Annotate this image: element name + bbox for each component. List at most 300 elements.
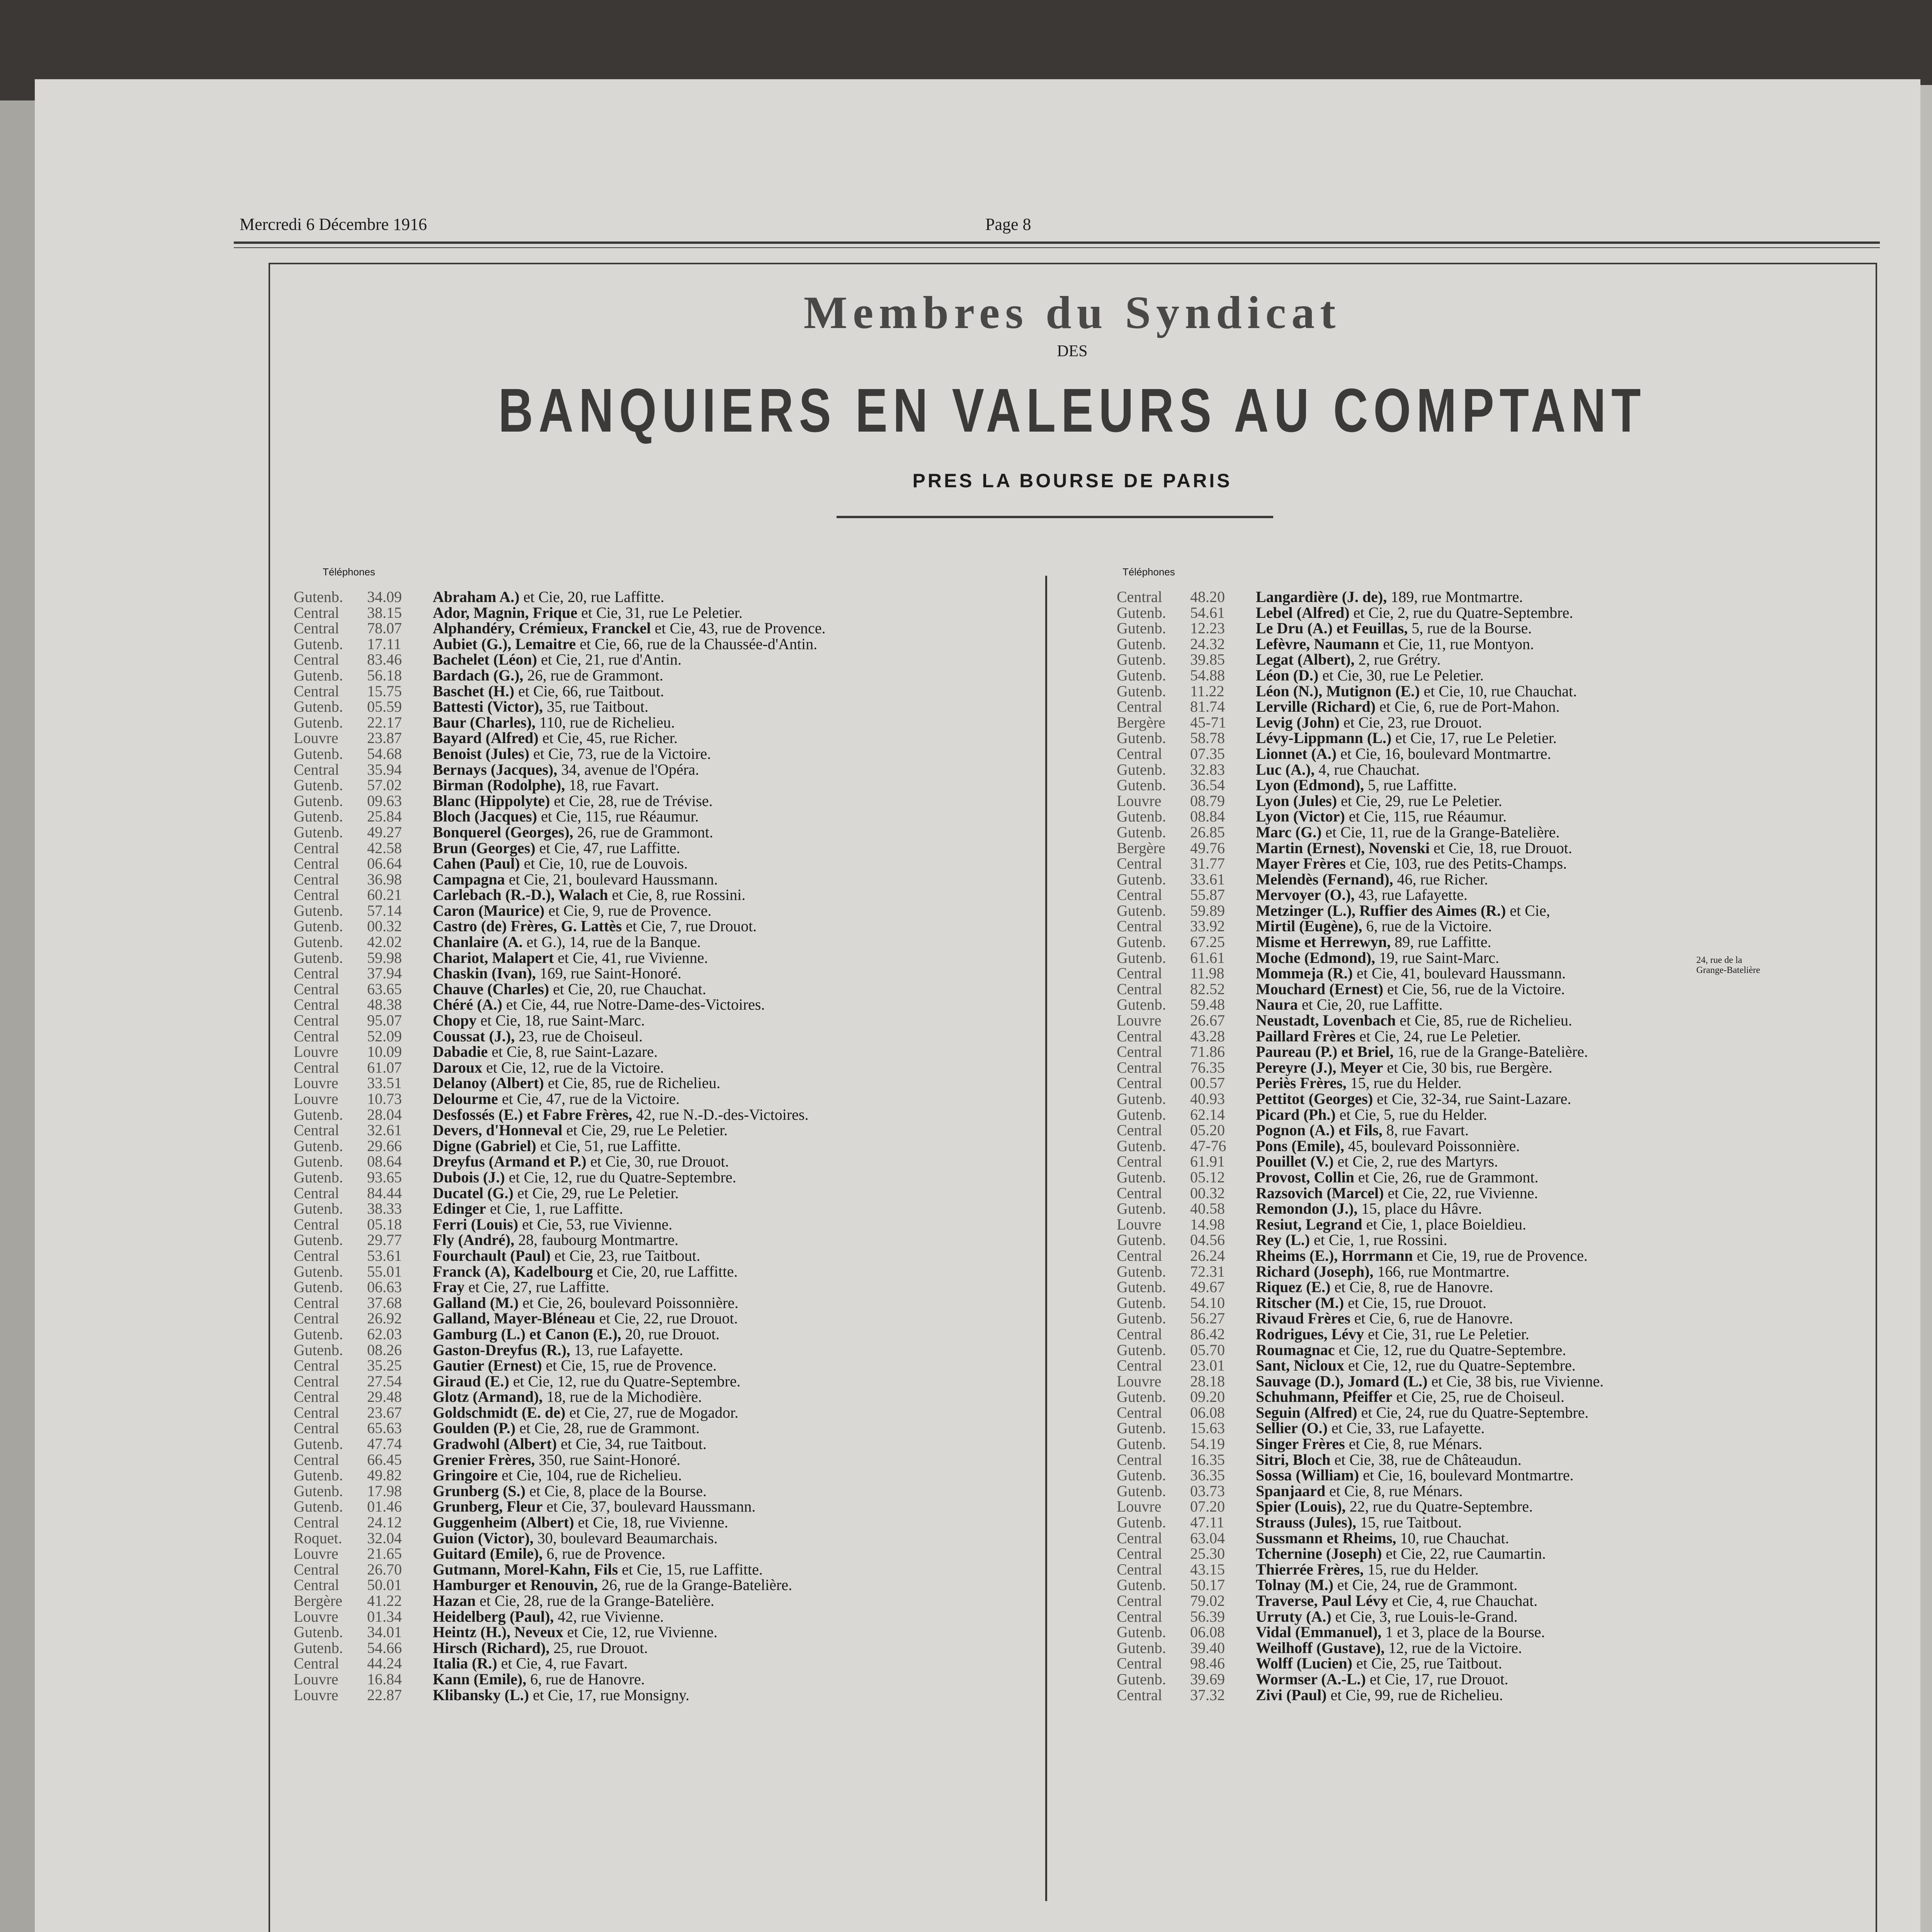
member-entry — [294, 793, 1036, 809]
phone-exchange: Gutenb. — [294, 1200, 343, 1218]
phone-number: 07.35 — [1190, 745, 1225, 762]
phone-exchange: Gutenb. — [294, 1262, 343, 1280]
phone-number: 06.08 — [1190, 1403, 1225, 1421]
member-name: Delanoy (Albert) — [433, 1074, 544, 1092]
member-address: 18, rue Favart. — [569, 776, 659, 794]
member-entry — [294, 1656, 1036, 1672]
phone-exchange: Central — [294, 1451, 339, 1468]
phone-exchange: Gutenb. — [294, 1435, 343, 1453]
member-name: Ferri (Louis) — [433, 1215, 519, 1233]
member-name: Hamburger et Renouvin, — [433, 1576, 598, 1594]
member-entry — [294, 1515, 1036, 1531]
member-address: et Cie, 29, rue Le Peletier. — [566, 1121, 728, 1139]
member-address: et Cie, 20, rue Laffitte. — [597, 1262, 738, 1280]
phone-number: 33.92 — [1190, 917, 1225, 935]
phone-exchange: Central — [294, 855, 339, 872]
member-entry — [1117, 1185, 1870, 1201]
member-name: Grunberg, Fleur — [433, 1498, 543, 1515]
member-address: et Cie, 9, rue de Provence. — [548, 901, 712, 919]
phone-number: 50.17 — [1190, 1576, 1225, 1594]
member-address: et Cie, 115, rue Réaumur. — [1349, 808, 1507, 825]
member-entry — [294, 746, 1036, 762]
member-address: et Cie, 3, rue Louis-le-Grand. — [1335, 1607, 1518, 1625]
member-address: 22, rue du Quatre-Septembre. — [1349, 1498, 1533, 1515]
member-entry — [294, 1483, 1036, 1499]
member-address: et Cie, 53, rue Vivienne. — [522, 1215, 673, 1233]
phone-number: 29.66 — [367, 1137, 402, 1155]
member-address: et Cie, 12, rue de la Victoire. — [486, 1058, 664, 1076]
phone-number: 61.91 — [1190, 1153, 1225, 1170]
member-entry — [294, 652, 1036, 668]
member-entry — [294, 887, 1036, 903]
member-entry — [1117, 1593, 1870, 1609]
issue-date: Mercredi 6 Décembre 1916 — [240, 215, 427, 234]
phone-exchange: Central — [294, 886, 339, 904]
left-column-header: Téléphones — [323, 566, 375, 578]
phone-exchange: Gutenb. — [294, 1623, 343, 1641]
member-address: et Cie, 99, rue de Richelieu. — [1330, 1686, 1503, 1704]
member-entry — [1117, 934, 1870, 950]
member-entry — [294, 950, 1036, 966]
phone-exchange: Gutenb. — [1117, 823, 1166, 841]
phone-exchange: Central — [294, 760, 339, 778]
member-address: 169, rue Saint-Honoré. — [539, 964, 682, 982]
phone-number: 56.18 — [367, 666, 402, 684]
member-address: et Cie, 25, rue Taitbout. — [1356, 1655, 1502, 1672]
member-name: Strauss (Jules), — [1256, 1514, 1357, 1531]
member-address: et Cie, 8, rue Ménars. — [1329, 1482, 1463, 1500]
member-name: Remondon (J.), — [1256, 1200, 1358, 1218]
phone-exchange: Gutenb. — [294, 1278, 343, 1296]
phone-exchange: Central — [1117, 1074, 1162, 1092]
member-address: et Cie, 41, rue Vivienne. — [558, 949, 708, 966]
member-entry — [294, 1436, 1036, 1452]
member-name: Goulden (P.) — [433, 1419, 516, 1437]
phone-exchange: Central — [1117, 1655, 1162, 1672]
member-address: et Cie, 37, boulevard Haussmann. — [546, 1498, 756, 1515]
phone-exchange: Central — [1117, 1058, 1162, 1076]
member-name: Roumagnac — [1256, 1341, 1335, 1359]
member-address: et Cie, 30, rue Le Peletier. — [1322, 666, 1484, 684]
member-name: Wormser (A.-L.) — [1256, 1670, 1366, 1688]
member-entry — [294, 1060, 1036, 1076]
phone-exchange: Central — [294, 619, 339, 637]
phone-exchange: Gutenb. — [1117, 635, 1166, 653]
member-name: Campagna — [433, 870, 505, 888]
member-entry — [294, 668, 1036, 684]
member-name: Weilhoff (Gustave), — [1256, 1639, 1385, 1656]
phone-exchange: Central — [294, 1058, 339, 1076]
member-name: Vidal (Emmanuel), — [1256, 1623, 1382, 1641]
member-name: Wolff (Lucien) — [1256, 1655, 1352, 1672]
phone-exchange: Louvre — [294, 1607, 338, 1625]
phone-number: 15.75 — [367, 682, 402, 700]
phone-exchange: Gutenb. — [1117, 901, 1166, 919]
phone-number: 01.34 — [367, 1607, 402, 1625]
member-address: et Cie, 2, rue des Martyrs. — [1337, 1153, 1498, 1170]
phone-number: 17.98 — [367, 1482, 402, 1500]
phone-number: 08.84 — [1190, 808, 1225, 825]
member-entry — [1117, 746, 1870, 762]
running-header — [240, 214, 1855, 238]
member-address: 42, rue N.-D.-des-Victoires. — [636, 1105, 809, 1123]
member-entry — [294, 918, 1036, 934]
phone-number: 55.01 — [367, 1262, 402, 1280]
phone-exchange: Central — [1117, 964, 1162, 982]
phone-exchange: Central — [294, 1576, 339, 1594]
member-address: et Cie, 6, rue de Hanovre. — [1354, 1310, 1513, 1327]
phone-exchange: Central — [294, 1215, 339, 1233]
member-name: Pettitot (Georges) — [1256, 1090, 1373, 1107]
phone-exchange: Gutenb. — [1117, 1105, 1166, 1123]
member-address: 18, rue de la Michodière. — [546, 1388, 702, 1406]
member-entry — [294, 699, 1036, 715]
member-address: et Cie, 28, rue de Grammont. — [519, 1419, 700, 1437]
member-name: Baur (Charles), — [433, 713, 536, 731]
phone-exchange: Gutenb. — [1117, 870, 1166, 888]
phone-number: 54.19 — [1190, 1435, 1225, 1453]
phone-number: 12.23 — [1190, 619, 1225, 637]
member-address: et Cie, 30, rue Drouot. — [590, 1153, 729, 1170]
member-name: Rivaud Frères — [1256, 1310, 1350, 1327]
member-address: 30, boulevard Beaumarchais. — [537, 1529, 718, 1547]
member-address: et Cie, 25, rue de Choiseul. — [1396, 1388, 1565, 1406]
member-address: et Cie, 12, rue du Quatre-Septembre. — [509, 1168, 736, 1186]
phone-number: 67.25 — [1190, 933, 1225, 951]
phone-number: 55.87 — [1190, 886, 1225, 904]
member-entry — [1117, 1640, 1870, 1656]
member-name: Hirsch (Richard), — [433, 1639, 550, 1656]
member-entry — [294, 1217, 1036, 1233]
member-name: Devers, d'Honneval — [433, 1121, 563, 1139]
member-name: Blanc (Hippolyte) — [433, 792, 550, 810]
member-entry — [294, 981, 1036, 997]
member-address: et Cie, 29, rue Le Peletier. — [1341, 792, 1502, 810]
member-entry — [1117, 825, 1870, 840]
member-name: Zivi (Paul) — [1256, 1686, 1327, 1704]
member-entry — [1117, 1358, 1870, 1374]
phone-number: 08.64 — [367, 1153, 402, 1170]
phone-number: 48.20 — [1190, 588, 1225, 605]
member-entry — [294, 1029, 1036, 1044]
member-name: Lyon (Jules) — [1256, 792, 1337, 810]
phone-number: 54.66 — [367, 1639, 402, 1656]
member-name: Edinger — [433, 1200, 486, 1218]
phone-exchange: Central — [294, 1372, 339, 1390]
member-address: et Cie, 12, rue du Quatre-Septembre. — [513, 1372, 741, 1390]
member-name: Tolnay (M.) — [1256, 1576, 1333, 1594]
side-note-address: 24, rue de la Grange-Batelière — [1696, 955, 1760, 975]
phone-exchange: Central — [294, 964, 339, 982]
phone-exchange: Gutenb. — [1117, 1670, 1166, 1688]
phone-exchange: Central — [1117, 1451, 1162, 1468]
member-name: Chauve (Charles) — [433, 980, 549, 998]
phone-exchange: Central — [294, 1012, 339, 1029]
member-name: Misme et Herrewyn, — [1256, 933, 1391, 951]
member-address: et Cie, 7, rue Drouot. — [626, 917, 757, 935]
member-address: 25, rue Drouot. — [553, 1639, 648, 1656]
phone-number: 16.84 — [367, 1670, 402, 1688]
phone-number: 05.18 — [367, 1215, 402, 1233]
phone-number: 05.12 — [1190, 1168, 1225, 1186]
phone-number: 63.65 — [367, 980, 402, 998]
adjacent-page-left — [0, 100, 35, 1932]
member-address: et Cie, 12, rue Vivienne. — [567, 1623, 718, 1641]
title-ornament — [837, 516, 1273, 518]
member-entry — [294, 1546, 1036, 1562]
member-entry — [294, 777, 1036, 793]
member-name: Richard (Joseph), — [1256, 1262, 1374, 1280]
member-entry — [294, 1672, 1036, 1687]
phone-number: 47.11 — [1190, 1514, 1225, 1531]
member-entry — [294, 1593, 1036, 1609]
member-name: Italia (R.) — [433, 1655, 497, 1672]
member-address: 42, rue Vivienne. — [558, 1607, 664, 1625]
member-entry — [1117, 1295, 1870, 1311]
member-name: Melendès (Fernand), — [1256, 870, 1393, 888]
member-entry — [1117, 1452, 1870, 1468]
member-name: Bardach (G.), — [433, 666, 524, 684]
phone-exchange: Bergère — [1117, 713, 1165, 731]
member-name: Razsovich (Marcel) — [1256, 1184, 1384, 1202]
member-name: Coussat (J.), — [433, 1027, 515, 1045]
member-name: Hazan — [433, 1592, 476, 1609]
member-name: Pognon (A.) et Fils, — [1256, 1121, 1383, 1139]
member-entry — [1117, 1232, 1870, 1248]
phone-exchange: Gutenb. — [1117, 949, 1166, 966]
phone-exchange: Gutenb. — [294, 1639, 343, 1656]
phone-exchange: Central — [1117, 1529, 1162, 1547]
title-des: DES — [1057, 342, 1088, 360]
member-address: et Cie, 43, rue de Provence. — [655, 619, 826, 637]
phone-exchange: Central — [294, 1247, 339, 1264]
member-name: Levig (John) — [1256, 713, 1340, 731]
member-address: 6, rue de la Victoire. — [1366, 917, 1492, 935]
phone-number: 76.35 — [1190, 1058, 1225, 1076]
phone-exchange: Central — [1117, 980, 1162, 998]
phone-exchange: Central — [294, 1655, 339, 1672]
phone-number: 36.54 — [1190, 776, 1225, 794]
phone-exchange: Gutenb. — [1117, 729, 1166, 747]
member-entry — [1117, 605, 1870, 621]
member-entry — [1117, 1044, 1870, 1060]
member-entry — [1117, 997, 1870, 1013]
member-name: Benoist (Jules) — [433, 745, 529, 762]
member-entry — [1117, 1264, 1870, 1280]
phone-number: 32.83 — [1190, 760, 1225, 778]
member-address: 1 et 3, place de la Bourse. — [1385, 1623, 1545, 1641]
member-entry — [294, 715, 1036, 731]
phone-number: 37.68 — [367, 1294, 402, 1311]
phone-number: 17.11 — [367, 635, 401, 653]
member-entry — [294, 1562, 1036, 1578]
member-name: Picard (Ph.) — [1256, 1105, 1336, 1123]
member-address: et G.), 14, rue de la Banque. — [526, 933, 701, 951]
member-address: et Cie, 26, rue de Grammont. — [1358, 1168, 1539, 1186]
member-entry — [1117, 1138, 1870, 1154]
member-name: Chariot, Malapert — [433, 949, 554, 966]
member-name: Marc (G.) — [1256, 823, 1322, 841]
phone-number: 83.46 — [367, 651, 402, 668]
phone-exchange: Gutenb. — [294, 792, 343, 810]
member-entry — [1117, 1405, 1870, 1421]
phone-number: 49.27 — [367, 823, 402, 841]
member-entry — [294, 605, 1036, 621]
member-name: Digne (Gabriel) — [433, 1137, 536, 1155]
member-address: et Cie, — [1510, 901, 1550, 919]
member-entry — [294, 1342, 1036, 1358]
phone-exchange: Louvre — [294, 1043, 338, 1061]
phone-number: 72.31 — [1190, 1262, 1225, 1280]
member-name: Gaston-Dreyfus (R.), — [433, 1341, 570, 1359]
phone-number: 28.04 — [367, 1105, 402, 1123]
member-entry — [294, 1374, 1036, 1389]
member-address: et Cie, 1, rue Rossini. — [1313, 1231, 1447, 1249]
member-address: 20, rue Drouot. — [625, 1325, 720, 1343]
member-entry — [294, 1279, 1036, 1295]
phone-exchange: Gutenb. — [294, 1168, 343, 1186]
member-address: 28, faubourg Montmartre. — [518, 1231, 679, 1249]
member-name: Gautier (Ernest) — [433, 1357, 542, 1374]
member-name: Provost, Collin — [1256, 1168, 1354, 1186]
phone-exchange: Central — [1117, 917, 1162, 935]
member-name: Birman (Rodolphe), — [433, 776, 565, 794]
member-address: et Cie, 17, rue Monsigny. — [532, 1686, 690, 1704]
member-address: et Cie, 11, rue de la Grange-Batelière. — [1325, 823, 1560, 841]
member-name: Alphandéry, Crémieux, Franckel — [433, 619, 651, 637]
member-entry — [1117, 668, 1870, 684]
phone-exchange: Gutenb. — [1117, 1388, 1166, 1406]
member-name: Grunberg (S.) — [433, 1482, 526, 1500]
phone-number: 23.67 — [367, 1403, 402, 1421]
member-address: et Cie, 41, boulevard Haussmann. — [1357, 964, 1566, 982]
member-entry — [294, 1013, 1036, 1029]
phone-exchange: Central — [1117, 1607, 1162, 1625]
phone-exchange: Gutenb. — [294, 949, 343, 966]
phone-exchange: Gutenb. — [1117, 682, 1166, 700]
phone-number: 60.21 — [367, 886, 402, 904]
phone-number: 78.07 — [367, 619, 402, 637]
phone-number: 79.02 — [1190, 1592, 1225, 1609]
phone-number: 14.98 — [1190, 1215, 1225, 1233]
phone-exchange: Gutenb. — [1117, 1231, 1166, 1249]
phone-number: 86.42 — [1190, 1325, 1225, 1343]
phone-number: 42.02 — [367, 933, 402, 951]
member-entry — [294, 1170, 1036, 1185]
member-name: Galland (M.) — [433, 1294, 519, 1311]
phone-number: 07.20 — [1190, 1498, 1225, 1515]
phone-number: 25.84 — [367, 808, 402, 825]
member-address: 189, rue Montmartre. — [1391, 588, 1523, 605]
phone-exchange: Gutenb. — [1117, 808, 1166, 825]
phone-exchange: Central — [294, 1310, 339, 1327]
phone-exchange: Gutenb. — [294, 1466, 343, 1484]
phone-exchange: Gutenb. — [1117, 651, 1166, 668]
member-name: Seguin (Alfred) — [1256, 1403, 1357, 1421]
phone-exchange: Central — [1117, 698, 1162, 716]
member-name: Ador, Magnin, Frique — [433, 604, 578, 621]
phone-exchange: Gutenb. — [294, 808, 343, 825]
member-address: et Cie, 24, rue de Grammont. — [1337, 1576, 1518, 1594]
phone-exchange: Central — [294, 1184, 339, 1202]
member-address: et Cie, 27, rue Laffitte. — [468, 1278, 609, 1296]
phone-number: 42.58 — [367, 839, 402, 857]
member-name: Pons (Emile), — [1256, 1137, 1344, 1155]
member-entry — [1117, 903, 1870, 919]
phone-number: 32.61 — [367, 1121, 402, 1139]
member-name: Giraud (E.) — [433, 1372, 509, 1390]
phone-exchange: Bergère — [1117, 839, 1165, 857]
member-address: et Cie, 15, rue Drouot. — [1348, 1294, 1486, 1311]
member-address: et Cie, 29, rue Le Peletier. — [517, 1184, 679, 1202]
member-address: 4, rue Chauchat. — [1318, 760, 1420, 778]
member-address: et Cie, 6, rue de Port-Mahon. — [1379, 698, 1560, 716]
member-address: et Cie, 5, rue du Helder. — [1339, 1105, 1487, 1123]
phone-number: 08.26 — [367, 1341, 402, 1359]
member-name: Gamburg (L.) et Canon (E.), — [433, 1325, 621, 1343]
phone-exchange: Gutenb. — [1117, 1623, 1166, 1641]
member-entry — [294, 1468, 1036, 1483]
phone-exchange: Gutenb. — [294, 1341, 343, 1359]
phone-exchange: Gutenb. — [294, 1482, 343, 1500]
member-entry — [1117, 1562, 1870, 1578]
phone-number: 22.87 — [367, 1686, 402, 1704]
member-name: Mouchard (Ernest) — [1256, 980, 1383, 998]
member-address: et Cie, 18, rue Drouot. — [1433, 839, 1572, 857]
member-name: Cahen (Paul) — [433, 855, 520, 872]
member-entry — [1117, 1687, 1870, 1703]
member-entry — [1117, 1577, 1870, 1593]
member-address: 6, rue de Provence. — [546, 1545, 666, 1563]
member-name: Bernays (Jacques), — [433, 760, 558, 778]
member-name: Mayer Frères — [1256, 855, 1346, 872]
member-address: 110, rue de Richelieu. — [539, 713, 675, 731]
phone-number: 26.85 — [1190, 823, 1225, 841]
phone-number: 52.09 — [367, 1027, 402, 1045]
member-entry — [1117, 856, 1870, 872]
phone-number: 05.20 — [1190, 1121, 1225, 1139]
member-name: Periès Frères, — [1256, 1074, 1347, 1092]
member-address: et Cie, 34, rue Taitbout. — [561, 1435, 707, 1453]
phone-number: 08.79 — [1190, 792, 1225, 810]
phone-exchange: Bergère — [294, 1592, 342, 1609]
member-address: et Cie, 10, rue de Louvois. — [524, 855, 688, 872]
member-entry — [1117, 1531, 1870, 1546]
phone-number: 11.22 — [1190, 682, 1225, 700]
member-address: et Cie, 18, rue Saint-Marc. — [480, 1012, 645, 1029]
member-address: et Cie, 8, rue Saint-Lazare. — [492, 1043, 658, 1061]
member-entry — [294, 1154, 1036, 1170]
member-entry — [294, 730, 1036, 746]
phone-number: 47-76 — [1190, 1137, 1226, 1155]
member-entry — [294, 1248, 1036, 1264]
member-address: 43, rue Lafayette. — [1358, 886, 1468, 904]
member-name: Chaskin (Ivan), — [433, 964, 536, 982]
phone-exchange: Central — [1117, 1403, 1162, 1421]
member-name: Dabadie — [433, 1043, 488, 1061]
member-address: et Cie, 15, rue Laffitte. — [622, 1560, 763, 1578]
member-address: et Cie, 19, rue de Provence. — [1417, 1247, 1588, 1264]
member-name: Spanjaard — [1256, 1482, 1326, 1500]
phone-number: 36.98 — [367, 870, 402, 888]
phone-exchange: Central — [294, 651, 339, 668]
member-entry — [294, 589, 1036, 605]
member-name: Glotz (Armand), — [433, 1388, 543, 1406]
member-entry — [294, 856, 1036, 872]
phone-exchange: Gutenb. — [1117, 1294, 1166, 1311]
member-entry — [294, 1264, 1036, 1280]
member-address: et Cie, 45, rue Richer. — [542, 729, 678, 747]
